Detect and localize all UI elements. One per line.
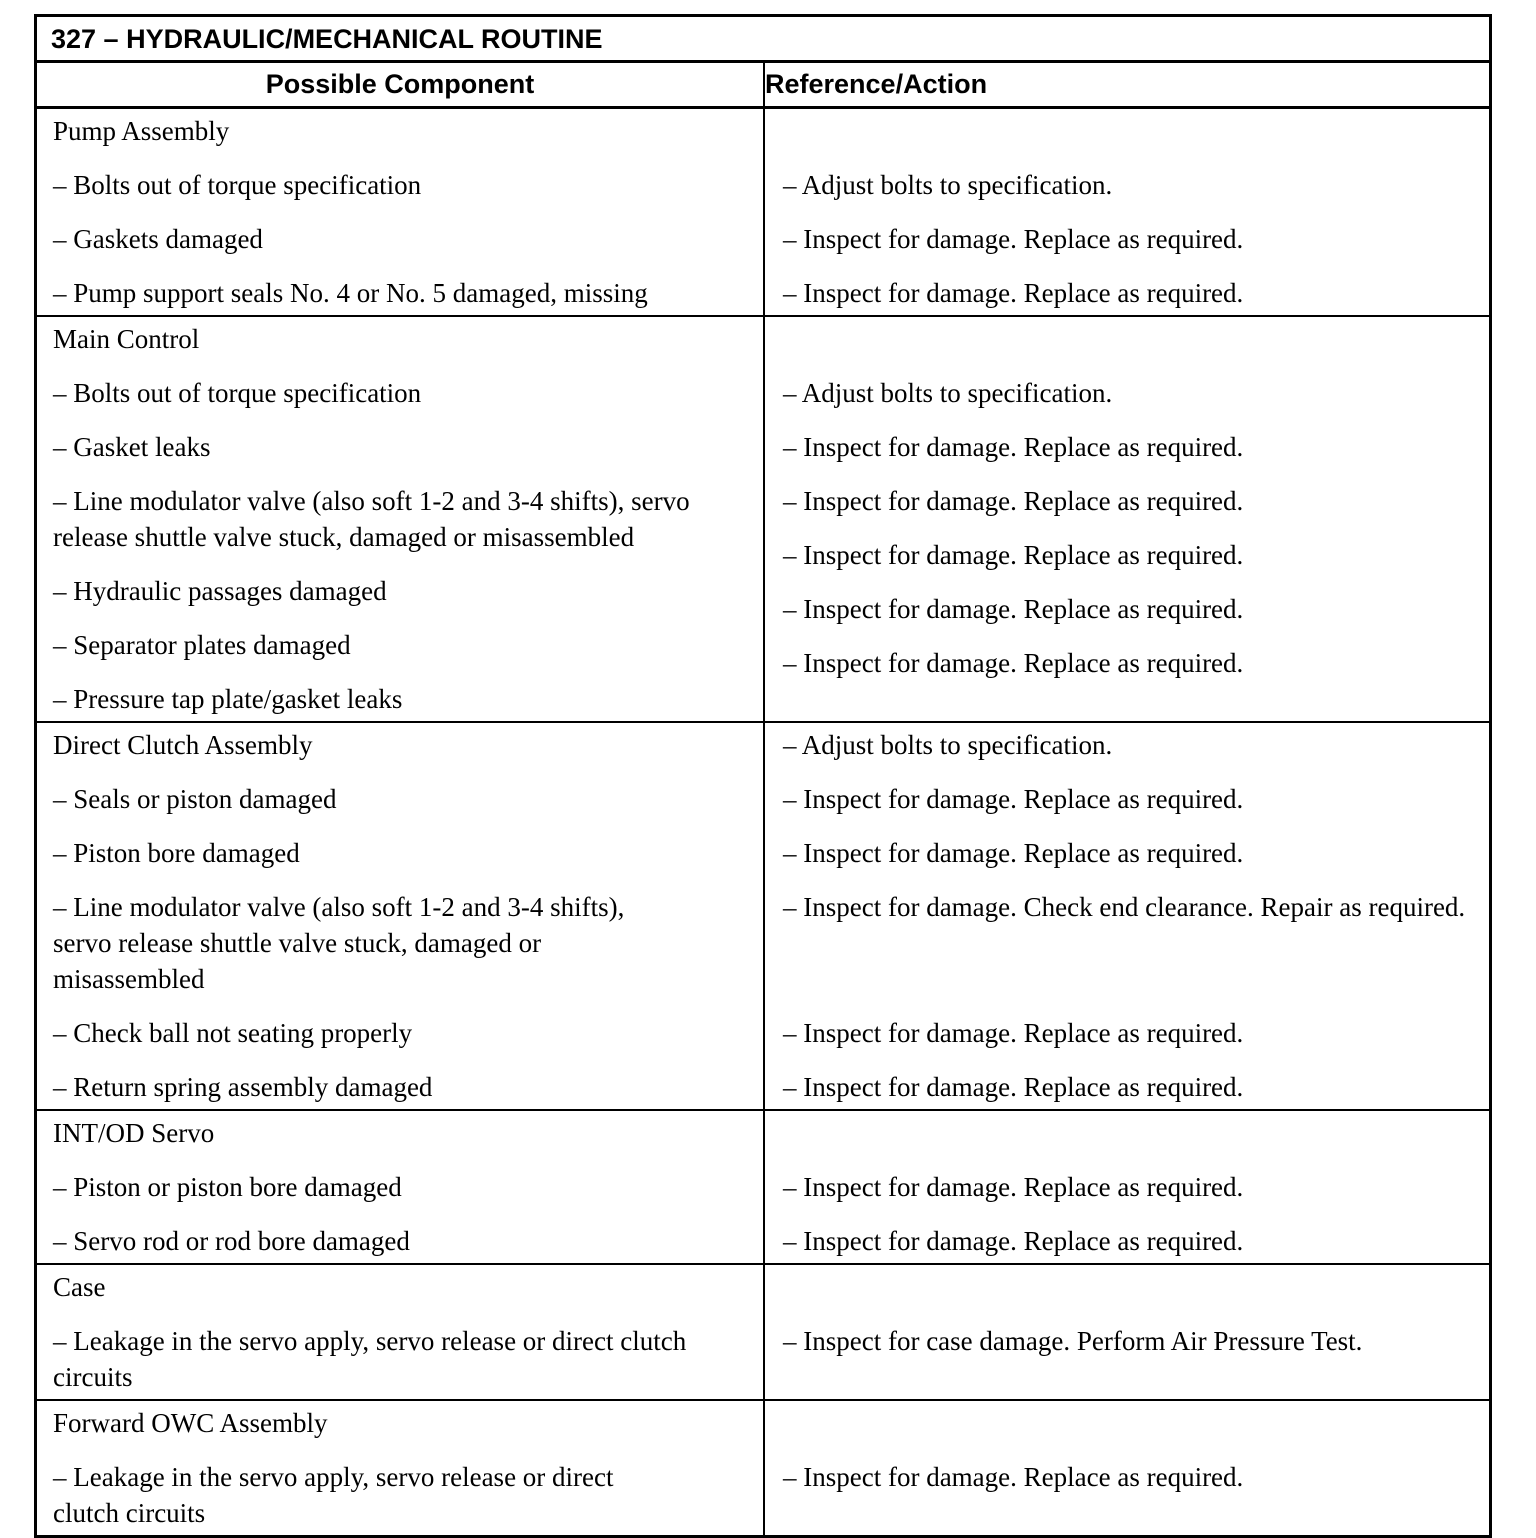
action-text: – Inspect for damage. Replace as required. (783, 784, 1244, 814)
component-action (783, 1269, 1475, 1305)
component-action (783, 1115, 1475, 1151)
action-cell (765, 109, 1489, 315)
cause-text: – Piston or piston bore damaged (53, 1172, 402, 1202)
component-name: Pump Assembly (53, 116, 230, 146)
cause-text: – Pressure tap plate/gasket leaks (53, 684, 403, 714)
troubleshooting-table (34, 14, 1492, 1538)
cause-text: – Servo rod or rod bore damaged (53, 1226, 410, 1256)
component-cell (37, 317, 765, 721)
header-reference-action: Reference/Action (765, 69, 988, 99)
action-text: – Inspect for damage. Replace as required. (783, 278, 1244, 308)
action-cell (765, 317, 1489, 721)
action-text: – Inspect for damage. Replace as required. (783, 1226, 1244, 1256)
table-section (37, 317, 1489, 723)
component-action: – Adjust bolts to specification. (783, 730, 1113, 760)
action-text: – Inspect for damage. Replace as required. (783, 1172, 1244, 1202)
table-section (37, 723, 1489, 1111)
cause-text: – Line modulator valve (also soft 1-2 and 3-4 shifts), servo release shuttle valve stuck, damaged or misassembled (53, 486, 690, 552)
table-header-row (37, 63, 1489, 109)
cause-text: – Line modulator valve (also soft 1-2 and 3-4 shifts), servo release shuttle valve stuck, damaged or misassembled (53, 892, 625, 994)
component-cell (37, 1401, 765, 1535)
cause-text: – Bolts out of torque specification (53, 170, 422, 200)
action-text: – Inspect for damage. Replace as required. (783, 648, 1244, 678)
action-text: – Inspect for damage. Replace as required. (783, 838, 1244, 868)
component-cell (37, 723, 765, 1109)
cause-text: – Gaskets damaged (53, 224, 263, 254)
cause-text: – Seals or piston damaged (53, 784, 337, 814)
table-section (37, 1111, 1489, 1265)
action-cell (765, 723, 1489, 1109)
cause-text: – Gasket leaks (53, 432, 211, 462)
component-name: INT/OD Servo (53, 1118, 215, 1148)
header-possible-component: Possible Component (37, 63, 765, 106)
action-text: – Inspect for damage. Replace as required. (783, 486, 1244, 516)
cause-text: – Pump support seals No. 4 or No. 5 damaged, missing (53, 278, 648, 308)
component-cell (37, 109, 765, 315)
action-cell (765, 1265, 1489, 1399)
action-text: – Inspect for damage. Replace as required. (783, 432, 1244, 462)
cause-text: – Separator plates damaged (53, 630, 351, 660)
component-name: Forward OWC Assembly (53, 1408, 328, 1438)
component-action (783, 1405, 1475, 1441)
component-cell (37, 1265, 765, 1399)
action-text: – Inspect for damage. Replace as required. (783, 594, 1244, 624)
cause-text: – Leakage in the servo apply, servo release or direct clutch circuits (53, 1326, 687, 1392)
action-text: – Inspect for damage. Replace as required. (783, 1018, 1244, 1048)
action-text: – Inspect for damage. Check end clearance. Repair as required. (783, 892, 1466, 922)
table-section (37, 1265, 1489, 1401)
component-name: Direct Clutch Assembly (53, 730, 313, 760)
table-section (37, 1401, 1489, 1535)
component-cell (37, 1111, 765, 1263)
component-action (783, 113, 1475, 149)
cause-text: – Piston bore damaged (53, 838, 300, 868)
table-title: 327 – HYDRAULIC/MECHANICAL ROUTINE (37, 17, 1489, 63)
action-text: – Adjust bolts to specification. (783, 378, 1113, 408)
action-text: – Inspect for damage. Replace as required. (783, 1462, 1244, 1492)
cause-text: – Bolts out of torque specification (53, 378, 422, 408)
action-text: – Inspect for case damage. Perform Air Pressure Test. (783, 1326, 1363, 1356)
table-body (37, 109, 1489, 1535)
component-name: Main Control (53, 324, 200, 354)
action-cell (765, 1111, 1489, 1263)
component-action (783, 321, 1475, 357)
table-section (37, 109, 1489, 317)
cause-text: – Hydraulic passages damaged (53, 576, 387, 606)
cause-text: – Check ball not seating properly (53, 1018, 413, 1048)
action-text: – Inspect for damage. Replace as required. (783, 224, 1244, 254)
action-cell (765, 1401, 1489, 1535)
action-text: – Inspect for damage. Replace as required. (783, 1072, 1244, 1102)
component-name: Case (53, 1272, 106, 1302)
cause-text: – Leakage in the servo apply, servo release or direct clutch circuits (53, 1462, 614, 1528)
action-text: – Adjust bolts to specification. (783, 170, 1113, 200)
action-text: – Inspect for damage. Replace as required. (783, 540, 1244, 570)
cause-text: – Return spring assembly damaged (53, 1072, 433, 1102)
